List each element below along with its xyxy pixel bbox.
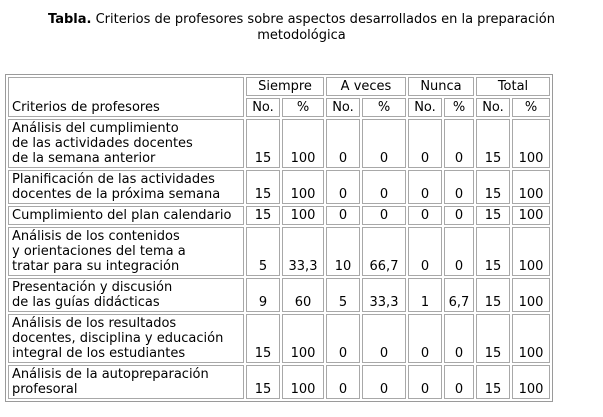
sub-header: %: [444, 98, 474, 117]
value-cell: 0: [444, 227, 474, 276]
value-cell: 0: [326, 365, 360, 399]
value-cell: 6,7: [444, 278, 474, 312]
value-cell: 0: [444, 119, 474, 168]
value-cell: 5: [326, 278, 360, 312]
value-cell: 0: [326, 314, 360, 363]
value-cell: 0: [408, 314, 442, 363]
criteria-cell: [8, 365, 244, 399]
value-cell: 100: [282, 119, 324, 168]
value-cell: 15: [246, 314, 280, 363]
group-header-a-veces: A veces: [326, 77, 406, 96]
criteria-text: docentes, disciplina y educación: [12, 331, 224, 346]
criteria-cell: [8, 314, 244, 363]
value-cell: 100: [282, 206, 324, 225]
value-cell: 15: [476, 278, 510, 312]
sub-header: No.: [326, 98, 360, 117]
caption-text: Criterios de profesores sobre aspectos desarrollados en la preparación: [91, 12, 555, 27]
criteria-cell: [8, 170, 244, 204]
table-caption: [0, 12, 603, 44]
header-row-groups: [8, 77, 550, 96]
value-cell: 5: [246, 227, 280, 276]
group-header-siempre: Siempre: [246, 77, 324, 96]
criteria-text: Planificación de las actividades: [12, 172, 215, 187]
value-cell: 100: [282, 170, 324, 204]
value-cell: 100: [512, 206, 550, 225]
criteria-text: profesoral: [12, 382, 78, 397]
criteria-table: [5, 74, 553, 402]
value-cell: 0: [408, 170, 442, 204]
value-cell: 0: [326, 170, 360, 204]
criteria-text: Análisis de la autopreparación: [12, 367, 209, 382]
value-cell: 15: [246, 365, 280, 399]
value-cell: 0: [326, 119, 360, 168]
sub-header: %: [362, 98, 406, 117]
criteria-text: integral de los estudiantes: [12, 346, 186, 361]
criteria-text: de la semana anterior: [12, 151, 156, 166]
sub-header: %: [282, 98, 324, 117]
criteria-text: tratar para su integración: [12, 259, 180, 274]
value-cell: 15: [476, 227, 510, 276]
value-cell: 0: [444, 170, 474, 204]
table-row: [8, 278, 550, 312]
criteria-text: de las actividades docentes: [12, 136, 193, 151]
criteria-text: y orientaciones del tema a: [12, 244, 186, 259]
criteria-cell: [8, 119, 244, 168]
criteria-cell: [8, 278, 244, 312]
value-cell: 0: [362, 170, 406, 204]
group-header-nunca: Nunca: [408, 77, 474, 96]
value-cell: 10: [326, 227, 360, 276]
table-row: [8, 119, 550, 168]
value-cell: 100: [512, 227, 550, 276]
criteria-text: Cumplimiento del plan calendario: [12, 208, 232, 223]
table-row: [8, 314, 550, 363]
value-cell: 15: [246, 206, 280, 225]
value-cell: 0: [444, 206, 474, 225]
group-header-total: Total: [476, 77, 550, 96]
criteria-text: de las guías didácticas: [12, 295, 160, 310]
value-cell: 0: [408, 365, 442, 399]
value-cell: 15: [476, 314, 510, 363]
value-cell: 60: [282, 278, 324, 312]
table-row: [8, 170, 550, 204]
value-cell: 1: [408, 278, 442, 312]
value-cell: 0: [408, 227, 442, 276]
value-cell: 15: [476, 206, 510, 225]
value-cell: 100: [282, 365, 324, 399]
sub-header: %: [512, 98, 550, 117]
value-cell: 33,3: [362, 278, 406, 312]
value-cell: 0: [362, 314, 406, 363]
criteria-text: Análisis del cumplimiento: [12, 121, 179, 136]
table-row: [8, 206, 550, 225]
value-cell: 100: [512, 365, 550, 399]
criteria-cell: [8, 206, 244, 225]
caption-label: Tabla.: [48, 12, 92, 27]
value-cell: 15: [246, 119, 280, 168]
value-cell: 33,3: [282, 227, 324, 276]
table-row: [8, 365, 550, 399]
value-cell: 15: [246, 170, 280, 204]
value-cell: 0: [362, 206, 406, 225]
criteria-header: Criterios de profesores: [8, 77, 244, 117]
sub-header: No.: [476, 98, 510, 117]
criteria-cell: [8, 227, 244, 276]
value-cell: 15: [476, 170, 510, 204]
caption-text-line2: metodológica: [257, 28, 346, 43]
value-cell: 100: [512, 314, 550, 363]
sub-header: No.: [408, 98, 442, 117]
value-cell: 0: [408, 206, 442, 225]
criteria-text: Análisis de los contenidos: [12, 229, 180, 244]
value-cell: 0: [444, 365, 474, 399]
value-cell: 0: [362, 365, 406, 399]
value-cell: 9: [246, 278, 280, 312]
value-cell: 0: [362, 119, 406, 168]
value-cell: 100: [512, 119, 550, 168]
value-cell: 66,7: [362, 227, 406, 276]
value-cell: 0: [444, 314, 474, 363]
criteria-text: Presentación y discusión: [12, 280, 173, 295]
value-cell: 100: [512, 278, 550, 312]
criteria-text: Análisis de los resultados: [12, 316, 177, 331]
value-cell: 0: [326, 206, 360, 225]
table-row: [8, 227, 550, 276]
criteria-text: docentes de la próxima semana: [12, 187, 221, 202]
value-cell: 15: [476, 119, 510, 168]
value-cell: 0: [408, 119, 442, 168]
value-cell: 15: [476, 365, 510, 399]
value-cell: 100: [282, 314, 324, 363]
value-cell: 100: [512, 170, 550, 204]
sub-header: No.: [246, 98, 280, 117]
